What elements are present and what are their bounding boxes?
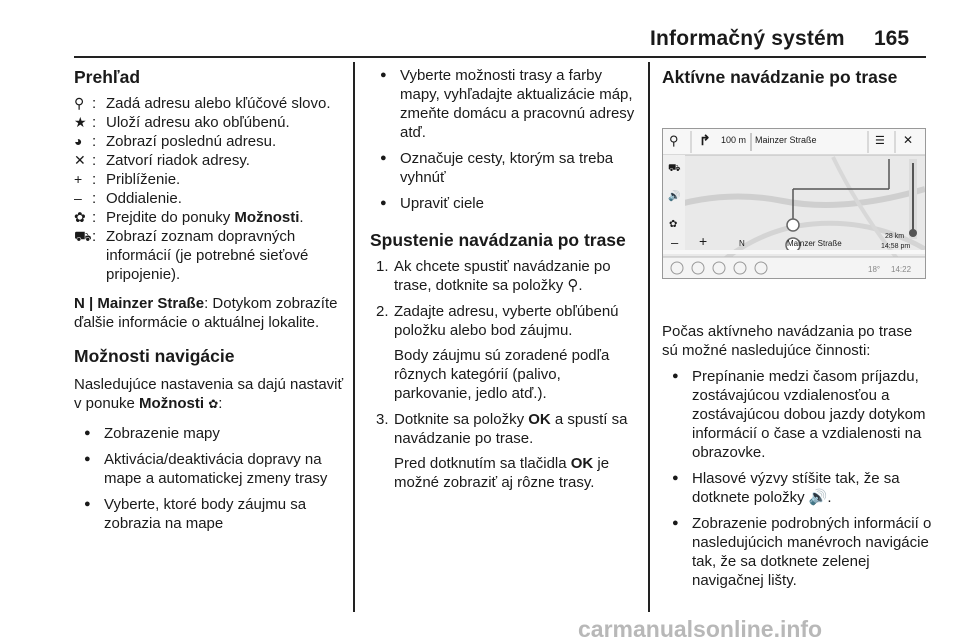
nav-options-intro xyxy=(74,375,344,414)
close-icon[interactable]: ✕ xyxy=(903,133,914,147)
list-item: ● Vyberte možnosti trasy a farby mapy, vyhľadajte aktualizácie máp, zmeňte domácu a pracovnú adresy atď. xyxy=(370,66,638,142)
column-divider-2 xyxy=(648,62,650,612)
step-subtext xyxy=(394,454,638,492)
step-text: Ak chcete spustiť navádzanie po trase, dotknite sa položky ⚲. xyxy=(394,258,611,294)
distance-label: 100 m xyxy=(721,135,747,145)
intro-bold: Možnosti xyxy=(139,395,205,412)
list-item: ● Prepínanie medzi časom príjazdu, zostávajúcou vzdialenosťou a zostávajúcou dobou jazdy dotykom informácií o čase a vzdialenosti na obrazovke. xyxy=(662,367,932,462)
search-icon[interactable]: ⚲ xyxy=(669,133,679,148)
legend-colon: : xyxy=(92,152,97,169)
turn-right-icon: ↱ xyxy=(699,132,711,148)
legend-colon: : xyxy=(92,190,97,207)
page-header-title: Informačný systém xyxy=(650,27,845,50)
gear-icon[interactable]: ✿ xyxy=(669,219,678,230)
column-2 xyxy=(370,66,638,492)
column-3 xyxy=(662,66,930,88)
intro-text: Nasledujúce nastavenia sa dajú nastaviť v ponuke xyxy=(74,376,344,412)
ok-label: OK xyxy=(570,455,594,472)
volume-icon[interactable]: 🔊 xyxy=(668,191,681,202)
legend-colon: : xyxy=(92,95,97,112)
list-item: ● Upraviť ciele xyxy=(370,194,638,213)
map-illustration xyxy=(663,129,925,278)
legend-text: Priblíženie. xyxy=(106,171,181,188)
ok-label: OK xyxy=(528,411,551,428)
legend-text: Oddialenie. xyxy=(106,190,182,207)
star-icon: ★ xyxy=(74,114,87,130)
zoom-in-button[interactable]: + xyxy=(699,233,708,249)
road-paragraph xyxy=(74,294,344,332)
traffic-icon[interactable]: ⛟ xyxy=(668,163,681,174)
legend-colon: : xyxy=(92,114,97,131)
section-heading-overview: Prehľad xyxy=(74,67,141,87)
road-text: : Dotykom zobrazíte ďalšie informácie o aktuálnej lokalite. xyxy=(74,295,338,331)
eta-time[interactable]: 14:58 pm xyxy=(881,243,911,250)
legend-row xyxy=(74,94,344,113)
gear-icon: ✿ xyxy=(208,397,219,411)
column-3-text xyxy=(662,322,932,590)
legend-text: Zatvorí riadok adresy. xyxy=(106,152,250,169)
subtext-start: Pred dotknutím sa tlačidla xyxy=(394,455,571,472)
legend-row xyxy=(74,170,344,189)
minus-icon: – xyxy=(74,190,82,206)
legend-row xyxy=(74,189,344,208)
legend-row xyxy=(74,208,344,227)
legend-row xyxy=(74,132,344,151)
step-number: 1. xyxy=(376,258,389,275)
legend-text: Uloží adresu ako obľúbenú. xyxy=(106,114,290,131)
legend-row xyxy=(74,227,344,284)
list-item: ● Vyberte, ktoré body záujmu sa zobrazia na mape xyxy=(74,495,344,533)
clock: 14:22 xyxy=(891,265,912,274)
step-subtext: Body záujmu sú zoradené podľa rôznych kategórií (palivo, parkovanie, jedlo atď.). xyxy=(394,347,610,402)
list-item: ● Zobrazenie mapy xyxy=(74,424,344,443)
list-item: ● Zobrazenie podrobných informácií o nasledujúcich manévroch navigácie tak, že sa dotknete zelenej navigačnej lišty. xyxy=(662,514,932,590)
active-guidance-intro: Počas aktívneho navádzania po trase sú možné nasledujúce činnosti: xyxy=(662,323,913,359)
section-heading-start-guidance: Spustenie navádzania po trase xyxy=(370,230,626,250)
header-rule xyxy=(74,56,926,58)
step-text: Zadajte adresu, vyberte obľúbenú položku alebo bod záujmu. xyxy=(394,303,619,339)
list-item: ● Aktivácia/deaktivácia dopravy na mape a automatickej zmeny trasy xyxy=(74,450,344,488)
legend-row xyxy=(74,151,344,170)
close-icon: ✕ xyxy=(74,152,86,168)
legend-text: Zobrazí poslednú adresu. xyxy=(106,133,277,150)
step-number: 3. xyxy=(376,411,389,428)
bottom-street-label[interactable]: Mainzer Straße xyxy=(787,239,842,248)
temperature: 18° xyxy=(868,265,881,274)
intro-end: : xyxy=(218,395,223,412)
page-number: 165 xyxy=(874,27,910,50)
options-list-continued xyxy=(370,66,638,213)
list-icon[interactable]: ☰ xyxy=(875,135,885,147)
steps-list xyxy=(370,257,638,492)
nav-options-list xyxy=(74,424,344,533)
legend-colon: : xyxy=(92,133,97,150)
legend-colon: : xyxy=(92,171,97,188)
step-item xyxy=(370,257,638,295)
watermark: carmanualsonline.info xyxy=(578,616,823,642)
list-item: ● Hlasové výzvy stíšite tak, že sa dotknete položky 🔊. xyxy=(662,469,932,507)
search-icon: ⚲ xyxy=(74,95,85,111)
active-guidance-list xyxy=(662,367,932,590)
recent-icon: ◕ xyxy=(74,133,83,149)
zoom-out-button[interactable]: – xyxy=(671,235,679,250)
column-1 xyxy=(74,66,344,533)
legend-text: Prejdite do ponuky Možnosti. xyxy=(106,209,304,226)
street-label[interactable]: Mainzer Straße xyxy=(755,135,817,145)
road-label: N | Mainzer Straße xyxy=(74,295,205,312)
plus-icon: + xyxy=(74,171,83,187)
legend-text: Zadá adresu alebo kľúčové slovo. xyxy=(106,95,331,112)
column-divider-1 xyxy=(353,62,355,612)
direction-label[interactable]: N xyxy=(739,239,745,248)
section-heading-nav-options: Možnosti navigácie xyxy=(74,346,235,366)
list-item: ● Označuje cesty, ktorým sa treba vyhnúť xyxy=(370,149,638,187)
step-text: Dotknite sa položky xyxy=(394,411,529,428)
section-heading-active-guidance: Aktívne navádzanie po trase xyxy=(662,67,898,87)
step-item xyxy=(370,410,638,492)
traffic-icon: ⛟ xyxy=(74,228,92,244)
icon-legend xyxy=(74,94,344,284)
gear-icon: ✿ xyxy=(74,209,86,225)
subtext-end: je možné zobraziť aj rôzne trasy. xyxy=(394,455,610,491)
legend-colon: : xyxy=(92,209,97,226)
step-number: 2. xyxy=(376,303,389,320)
remaining-distance[interactable]: 28 km xyxy=(885,233,905,240)
legend-row xyxy=(74,113,344,132)
step-item xyxy=(370,302,638,403)
legend-colon: : xyxy=(92,228,97,245)
navigation-screen-image xyxy=(662,128,926,279)
legend-text: Zobrazí zoznam dopravných informácií (je potrebné sieťové pripojenie). xyxy=(106,228,309,283)
step-text-end: a spustí sa navádzanie po trase. xyxy=(394,411,628,447)
